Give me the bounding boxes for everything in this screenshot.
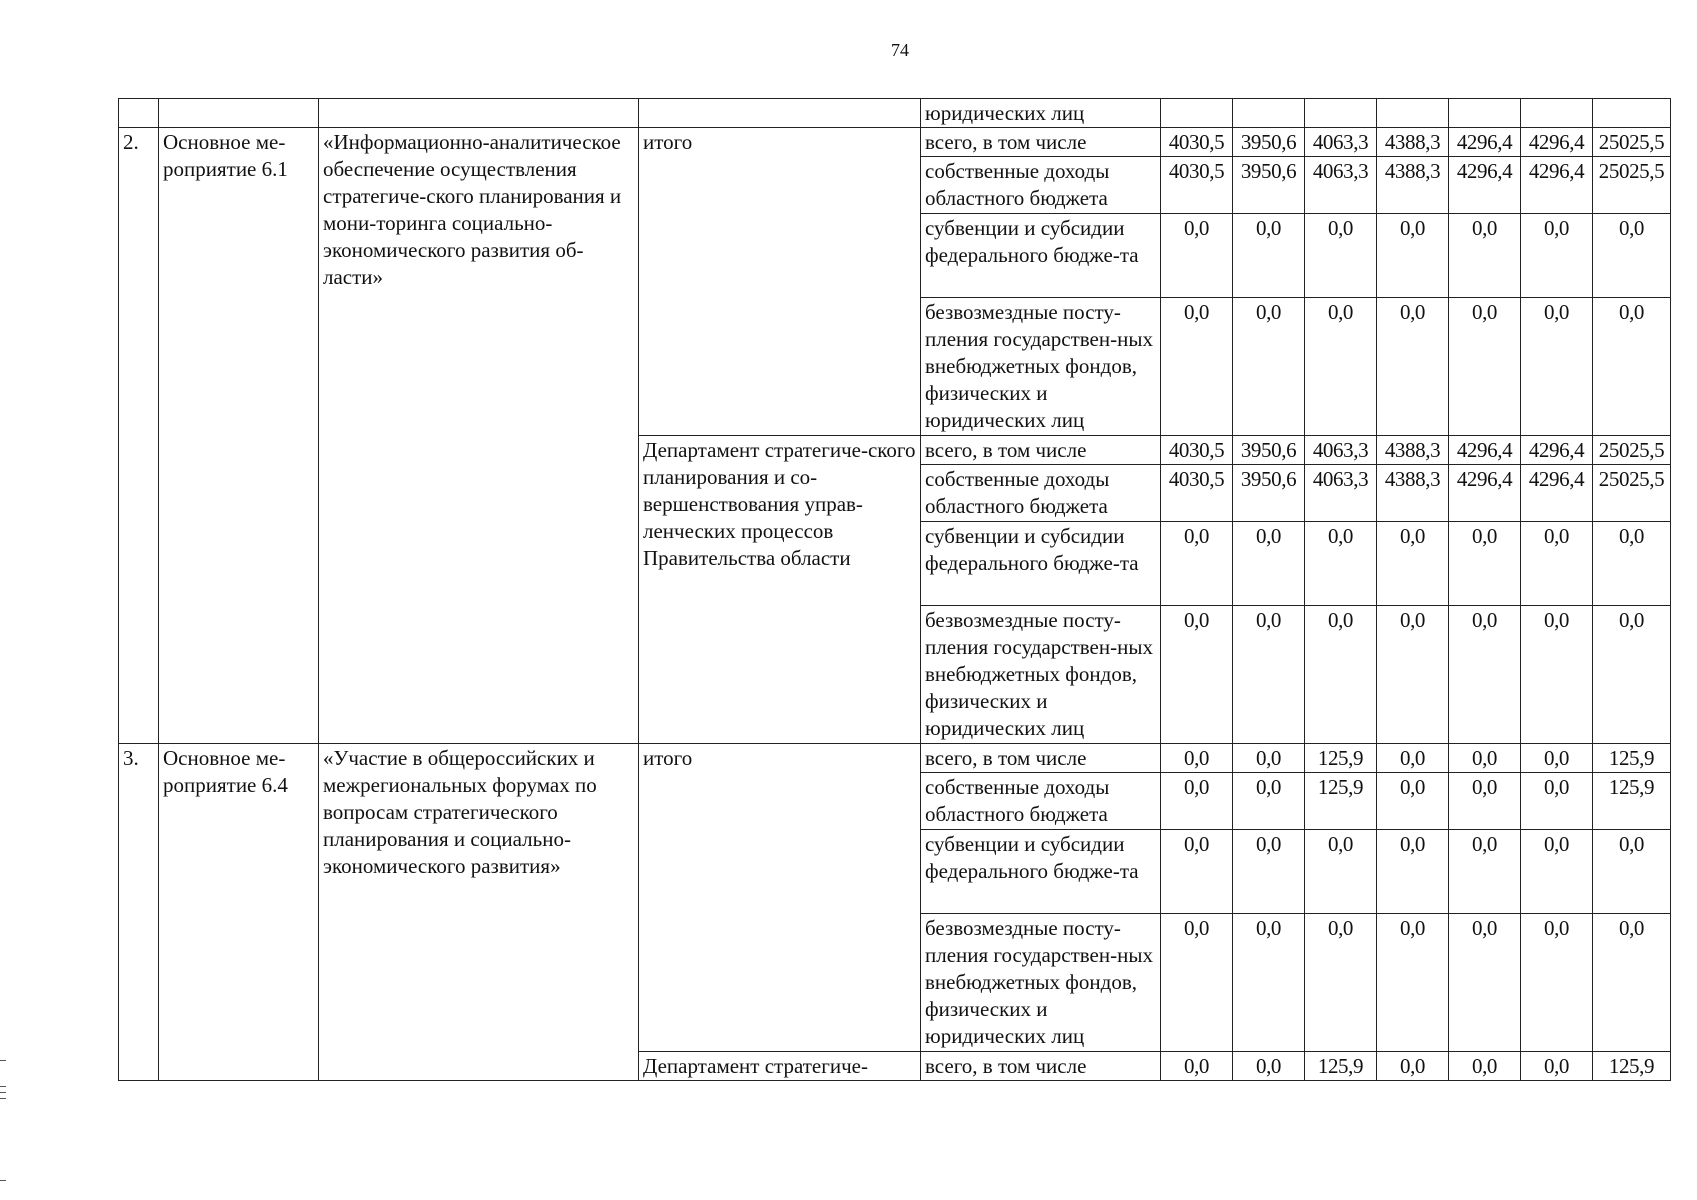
value-cell: 25025,5 [1593, 128, 1671, 157]
funding-source: собственные доходы областного бюджета [921, 773, 1161, 830]
value-cell: 0,0 [1449, 214, 1521, 298]
value-cell [1521, 99, 1593, 128]
value-cell: 0,0 [1521, 606, 1593, 744]
scan-artifact [0, 1098, 6, 1099]
funding-source: всего, в том числе [921, 1052, 1161, 1081]
value-cell: 3950,6 [1233, 465, 1305, 522]
funding-source: субвенции и субсидии федерального бюдже-та [921, 214, 1161, 298]
value-cell: 0,0 [1305, 830, 1377, 914]
event-title: «Информационно-аналитическое обеспечение осуществления стратегиче-ского планирования и мони-торинга социально-экономического развития об-ласти» [319, 128, 639, 744]
value-cell: 0,0 [1521, 1052, 1593, 1081]
executor-name: итого [639, 128, 921, 436]
value-cell: 0,0 [1449, 1052, 1521, 1081]
value-cell: 0,0 [1593, 914, 1671, 1052]
value-cell: 3950,6 [1233, 436, 1305, 465]
value-cell: 0,0 [1233, 830, 1305, 914]
value-cell: 0,0 [1161, 298, 1233, 436]
value-cell: 3950,6 [1233, 128, 1305, 157]
value-cell [1449, 99, 1521, 128]
scan-artifact [0, 1060, 6, 1061]
value-cell [1233, 99, 1305, 128]
value-cell: 0,0 [1593, 606, 1671, 744]
page-number: 74 [891, 40, 909, 60]
value-cell [1305, 99, 1377, 128]
value-cell: 0,0 [1449, 522, 1521, 606]
value-cell: 4063,3 [1305, 128, 1377, 157]
value-cell: 4030,5 [1161, 157, 1233, 214]
value-cell: 4296,4 [1449, 465, 1521, 522]
table-row [119, 99, 1671, 128]
value-cell: 4296,4 [1521, 128, 1593, 157]
value-cell [1593, 99, 1671, 128]
value-cell: 3950,6 [1233, 157, 1305, 214]
scan-artifact [0, 1086, 6, 1087]
executor-cell [639, 99, 921, 128]
value-cell: 4388,3 [1377, 436, 1449, 465]
value-cell: 125,9 [1305, 773, 1377, 830]
value-cell: 4296,4 [1521, 157, 1593, 214]
executor-name: Департамент стратегиче- [639, 1052, 921, 1081]
value-cell: 4063,3 [1305, 436, 1377, 465]
value-cell: 0,0 [1377, 914, 1449, 1052]
value-cell: 4296,4 [1449, 128, 1521, 157]
value-cell: 0,0 [1233, 298, 1305, 436]
value-cell: 0,0 [1161, 1052, 1233, 1081]
event-name: Основное ме-роприятие 6.4 [159, 744, 319, 1081]
event-cell [159, 99, 319, 128]
value-cell: 0,0 [1593, 522, 1671, 606]
value-cell: 0,0 [1233, 214, 1305, 298]
section-number: 2. [119, 128, 159, 744]
value-cell: 0,0 [1593, 298, 1671, 436]
value-cell: 4030,5 [1161, 436, 1233, 465]
funding-source: безвозмездные посту-пления государствен-ных внебюджетных фондов, физических и юридических лиц [921, 298, 1161, 436]
value-cell: 4388,3 [1377, 465, 1449, 522]
value-cell: 0,0 [1233, 1052, 1305, 1081]
funding-source: собственные доходы областного бюджета [921, 465, 1161, 522]
value-cell: 0,0 [1521, 744, 1593, 773]
budget-table [118, 98, 1671, 1081]
value-cell: 0,0 [1449, 744, 1521, 773]
value-cell: 25025,5 [1593, 157, 1671, 214]
event-title: «Участие в общероссийских и межрегиональных форумах по вопросам стратегического планирования и социально-экономического развития» [319, 744, 639, 1081]
scan-artifact [0, 1092, 6, 1093]
value-cell: 0,0 [1305, 914, 1377, 1052]
value-cell: 0,0 [1161, 773, 1233, 830]
value-cell: 4296,4 [1449, 436, 1521, 465]
value-cell: 0,0 [1521, 773, 1593, 830]
table-row [119, 128, 1671, 157]
value-cell: 0,0 [1305, 298, 1377, 436]
value-cell: 0,0 [1449, 914, 1521, 1052]
value-cell: 0,0 [1161, 214, 1233, 298]
value-cell: 0,0 [1521, 830, 1593, 914]
value-cell: 125,9 [1593, 773, 1671, 830]
value-cell: 0,0 [1161, 830, 1233, 914]
scan-artifact [0, 1180, 6, 1181]
value-cell: 0,0 [1521, 214, 1593, 298]
funding-source: безвозмездные посту-пления государствен-ных внебюджетных фондов, физических и юридических лиц [921, 606, 1161, 744]
value-cell: 4296,4 [1449, 157, 1521, 214]
value-cell: 25025,5 [1593, 465, 1671, 522]
value-cell: 4063,3 [1305, 465, 1377, 522]
event-name: Основное ме-роприятие 6.1 [159, 128, 319, 744]
value-cell: 0,0 [1305, 214, 1377, 298]
value-cell: 0,0 [1233, 744, 1305, 773]
title-cell [319, 99, 639, 128]
source-cell: юридических лиц [921, 99, 1161, 128]
value-cell: 125,9 [1305, 1052, 1377, 1081]
value-cell: 0,0 [1377, 830, 1449, 914]
value-cell: 4030,5 [1161, 128, 1233, 157]
funding-source: субвенции и субсидии федерального бюдже-та [921, 830, 1161, 914]
num-cell [119, 99, 159, 128]
value-cell: 4388,3 [1377, 157, 1449, 214]
section-number: 3. [119, 744, 159, 1081]
value-cell: 125,9 [1305, 744, 1377, 773]
funding-source: безвозмездные посту-пления государствен-ных внебюджетных фондов, физических и юридических лиц [921, 914, 1161, 1052]
value-cell: 0,0 [1233, 914, 1305, 1052]
value-cell: 4388,3 [1377, 128, 1449, 157]
value-cell: 0,0 [1377, 773, 1449, 830]
value-cell: 0,0 [1377, 214, 1449, 298]
funding-source: собственные доходы областного бюджета [921, 157, 1161, 214]
value-cell: 0,0 [1233, 606, 1305, 744]
executor-name: итого [639, 744, 921, 1052]
value-cell: 0,0 [1233, 773, 1305, 830]
value-cell: 0,0 [1233, 522, 1305, 606]
value-cell: 0,0 [1521, 914, 1593, 1052]
executor-name: Департамент стратегиче-ского планирования и со-вершенствования управ-ленческих процессов Правительства области [639, 436, 921, 744]
value-cell: 0,0 [1305, 522, 1377, 606]
value-cell: 0,0 [1377, 744, 1449, 773]
value-cell: 0,0 [1521, 298, 1593, 436]
value-cell: 0,0 [1593, 214, 1671, 298]
funding-source: всего, в том числе [921, 128, 1161, 157]
value-cell: 0,0 [1377, 1052, 1449, 1081]
value-cell: 0,0 [1449, 830, 1521, 914]
value-cell: 0,0 [1161, 744, 1233, 773]
value-cell: 0,0 [1449, 298, 1521, 436]
value-cell: 0,0 [1593, 830, 1671, 914]
value-cell: 0,0 [1377, 606, 1449, 744]
value-cell [1377, 99, 1449, 128]
value-cell: 4296,4 [1521, 465, 1593, 522]
value-cell: 0,0 [1161, 522, 1233, 606]
funding-source: всего, в том числе [921, 436, 1161, 465]
value-cell: 0,0 [1521, 522, 1593, 606]
funding-source: субвенции и субсидии федерального бюдже-та [921, 522, 1161, 606]
value-cell: 0,0 [1449, 773, 1521, 830]
value-cell: 125,9 [1593, 1052, 1671, 1081]
value-cell: 0,0 [1449, 606, 1521, 744]
value-cell: 0,0 [1305, 606, 1377, 744]
value-cell: 125,9 [1593, 744, 1671, 773]
table-row [119, 744, 1671, 773]
value-cell: 0,0 [1161, 606, 1233, 744]
value-cell: 4063,3 [1305, 157, 1377, 214]
value-cell [1161, 99, 1233, 128]
value-cell: 4296,4 [1521, 436, 1593, 465]
value-cell: 25025,5 [1593, 436, 1671, 465]
value-cell: 4030,5 [1161, 465, 1233, 522]
value-cell: 0,0 [1377, 298, 1449, 436]
value-cell: 0,0 [1161, 914, 1233, 1052]
value-cell: 0,0 [1377, 522, 1449, 606]
funding-source: всего, в том числе [921, 744, 1161, 773]
